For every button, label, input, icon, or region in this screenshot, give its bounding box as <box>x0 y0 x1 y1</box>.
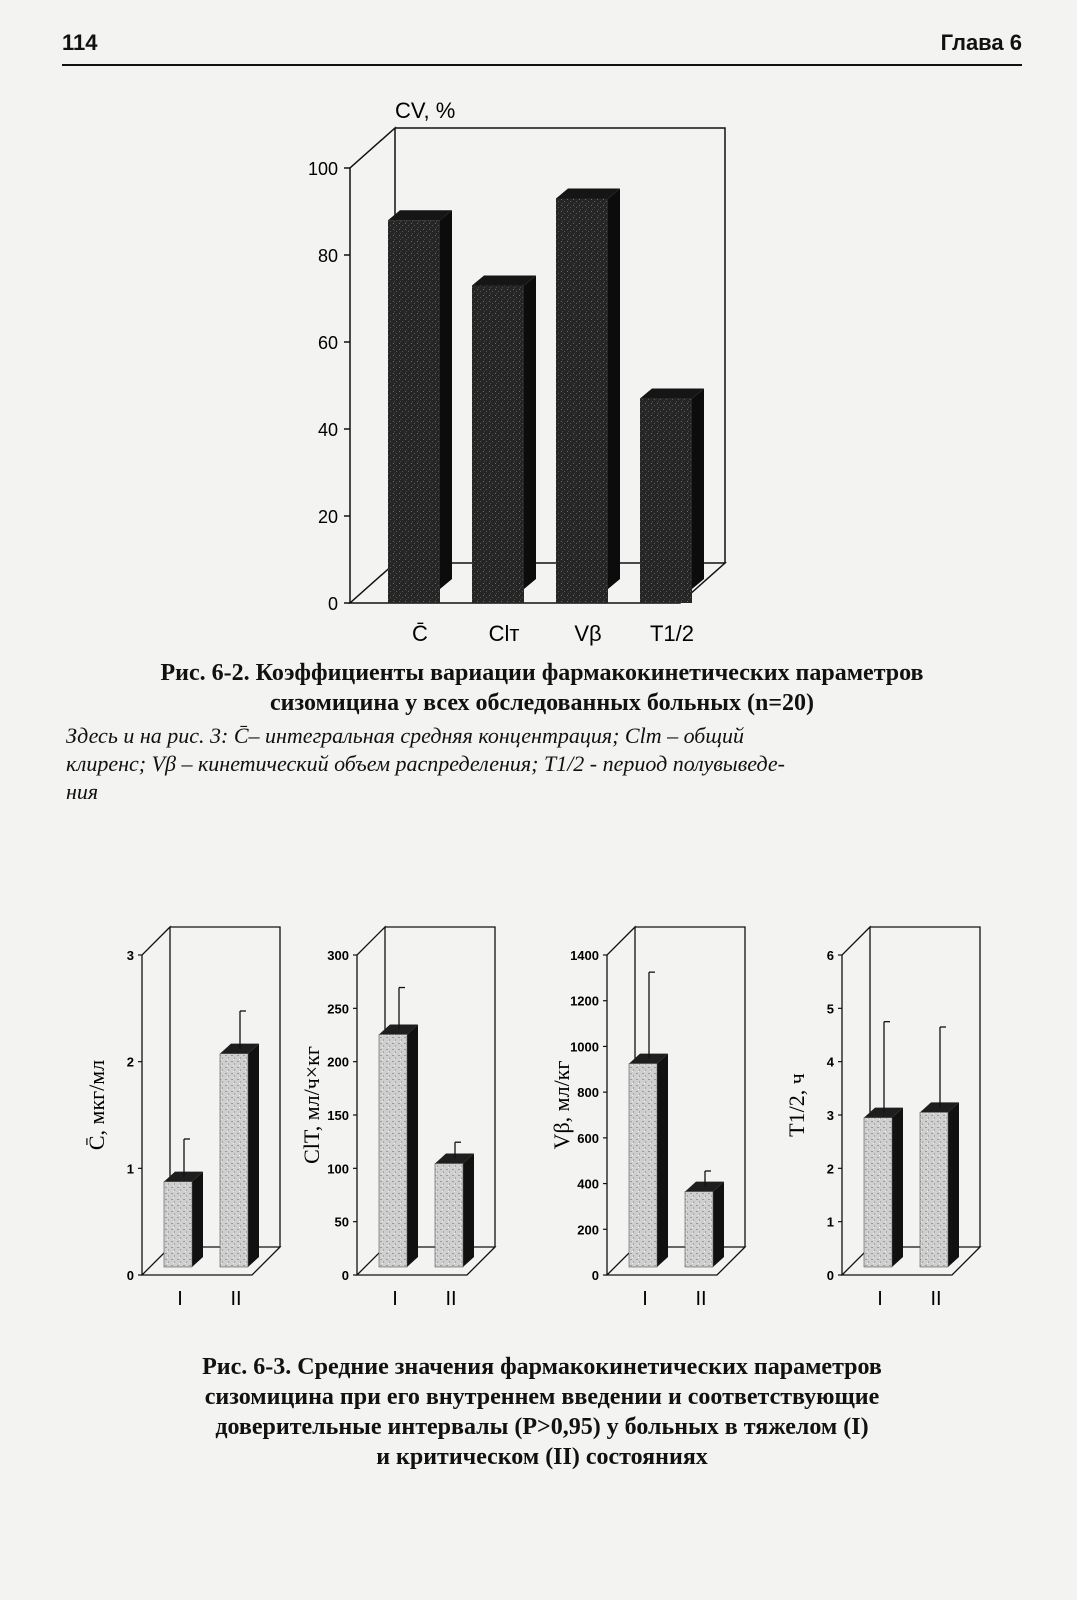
y-tick-label: 1200 <box>570 993 599 1009</box>
page-number: 114 <box>62 30 98 55</box>
y-tick-label: 0 <box>341 1268 349 1283</box>
y-tick-label: 3 <box>826 1108 834 1123</box>
figure-6-3-caption-line2: сизомицина при его внутреннем введении и соответствующие <box>204 1384 880 1410</box>
bar <box>864 1118 892 1267</box>
x-tick-label: I <box>392 1288 398 1310</box>
y-tick-label: 1400 <box>570 948 599 963</box>
figure-6-2-note-line2: клиренс; Vβ – кинетический объем распределения; T1/2 - период полувыведе- <box>66 751 785 776</box>
figure-6-3-caption-line1: Рис. 6-3. Средние значения фармакокинетических параметров <box>202 1354 882 1380</box>
x-tick-label: II <box>930 1288 942 1310</box>
y-tick-label: 20 <box>317 507 338 527</box>
figure-6-3-panel-halflife <box>780 915 1020 1315</box>
y-tick-label: 100 <box>307 159 338 179</box>
bar <box>920 1112 948 1267</box>
figure-6-2-caption-line1: Рис. 6-2. Коэффициенты вариации фармакокинетических параметров <box>160 660 924 686</box>
y-tick-label: 5 <box>826 1001 834 1017</box>
bar-side <box>463 1154 474 1267</box>
y-tick-label: 250 <box>327 1001 349 1017</box>
y-tick-label: 1 <box>826 1214 834 1230</box>
y-tick-label: 0 <box>327 594 338 614</box>
figure-6-3-caption <box>62 1352 1022 1472</box>
bar-side <box>713 1182 724 1267</box>
bar-side <box>692 389 704 589</box>
bar-side <box>248 1044 259 1267</box>
panel-floor <box>607 1247 745 1275</box>
bar <box>388 220 440 603</box>
figure-6-3-panel-clearance <box>295 915 545 1315</box>
bar <box>640 399 692 603</box>
bar <box>556 198 608 603</box>
chapter-title: Глава 6 <box>940 30 1022 55</box>
y-axis-label: ClT, мл/ч×кг <box>299 1046 324 1164</box>
bar-side <box>948 1102 959 1267</box>
figure-6-3-panel-volume <box>545 915 795 1315</box>
y-tick-label: 2 <box>826 1161 834 1177</box>
panel-floor <box>142 1247 280 1275</box>
figure-6-2-caption <box>62 658 1022 718</box>
bar-side <box>192 1172 203 1267</box>
y-tick-label: 200 <box>327 1054 349 1070</box>
y-tick-label: 2 <box>126 1054 134 1070</box>
y-tick-label: 1 <box>126 1161 134 1177</box>
y-tick-label: 0 <box>591 1268 599 1283</box>
page-header <box>62 30 1022 66</box>
bar <box>220 1054 248 1267</box>
x-tick-label: II <box>695 1288 707 1310</box>
bar <box>435 1164 463 1267</box>
figure-6-2-caption-line2: сизомицина у всех обследованных больных (n=20) <box>269 690 814 716</box>
panel-floor <box>842 1247 980 1275</box>
x-tick-label: II <box>230 1288 242 1310</box>
y-axis-label: C̄, мкг/мл <box>84 1059 109 1151</box>
y-tick-label: 800 <box>577 1085 599 1101</box>
y-tick-label: 3 <box>126 948 134 963</box>
figure-6-2-note-line3: ния <box>66 779 99 804</box>
x-tick-label: I <box>877 1288 883 1310</box>
y-tick-label: 6 <box>826 948 834 963</box>
figure-6-3-caption-line4: и критическом (II) состояниях <box>376 1444 708 1470</box>
x-tick-label: I <box>642 1288 648 1310</box>
y-tick-label: 150 <box>327 1108 349 1123</box>
bar <box>472 285 524 603</box>
x-tick-label: I <box>177 1288 183 1310</box>
bar-side <box>892 1108 903 1267</box>
y-tick-label: 0 <box>826 1268 834 1283</box>
y-tick-label: 200 <box>577 1222 599 1238</box>
y-tick-label: 40 <box>317 420 338 440</box>
y-axis-label: CV, % <box>395 98 456 123</box>
bar <box>629 1064 657 1267</box>
x-tick-label: II <box>445 1288 457 1310</box>
y-tick-label: 1000 <box>570 1039 599 1055</box>
x-tick-label: T1/2 <box>649 621 695 646</box>
bar-side <box>657 1054 668 1267</box>
bar-side <box>407 1024 418 1267</box>
y-tick-label: 100 <box>327 1161 349 1177</box>
bar-side <box>608 188 620 589</box>
y-tick-label: 60 <box>317 333 338 353</box>
y-tick-label: 4 <box>826 1054 834 1070</box>
figure-6-2-note-line1: Здесь и на рис. 3: C̄– интегральная средняя концентрация; Clт – общий <box>66 723 744 748</box>
y-axis-label: T1/2, ч <box>784 1073 809 1137</box>
bar-side <box>440 210 452 589</box>
y-axis-label: Vβ, мл/кг <box>549 1060 574 1150</box>
bar-side <box>524 275 536 589</box>
y-tick-label: 600 <box>577 1130 599 1146</box>
y-tick-label: 80 <box>317 246 338 266</box>
x-tick-label: C̄ <box>412 621 428 646</box>
panel-floor <box>357 1247 495 1275</box>
figure-6-3-caption-line3: доверительные интервалы (P>0,95) у больных в тяжелом (I) <box>215 1414 869 1440</box>
y-tick-label: 0 <box>126 1268 134 1283</box>
bar <box>685 1192 713 1267</box>
bar <box>379 1034 407 1267</box>
bar <box>164 1182 192 1267</box>
x-tick-label: Clт <box>488 621 520 646</box>
y-tick-label: 400 <box>577 1176 599 1192</box>
y-tick-label: 300 <box>327 948 349 963</box>
figure-6-2-chart <box>290 90 750 660</box>
y-tick-label: 50 <box>334 1214 349 1230</box>
figure-6-3-panel-concentration <box>80 915 295 1315</box>
x-tick-label: Vβ <box>574 621 602 646</box>
figure-6-2-note <box>66 722 1026 806</box>
